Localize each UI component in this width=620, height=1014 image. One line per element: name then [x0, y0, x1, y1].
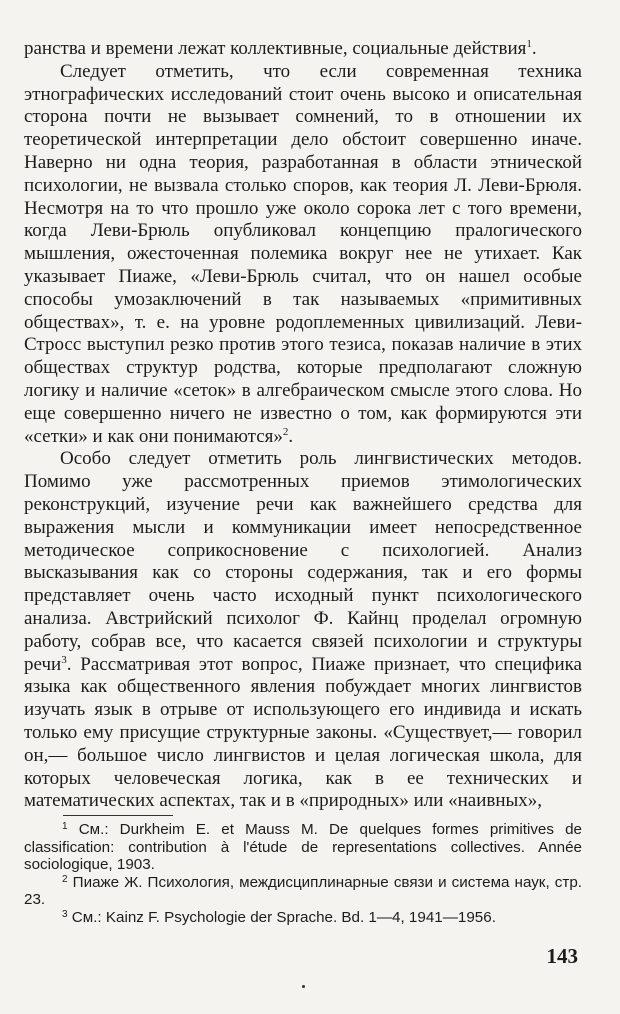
paragraph-tail: . Рассматривая этот вопрос, Пиаже признает, что специфика языка как общественного явления побуждает многих лингвистов изучать язык в отрыве от использующего его индивида и искать только ему присущие структурные законы. «Существует,— говорил он,— большое число лингвистов и целая логическая школа, для которых человеческая логика, как в ее технических и математических аспектах, так и в «природных» или «наивных»,: [24, 653, 582, 812]
footnote-ref-2[interactable]: 2: [282, 425, 289, 438]
footnote-divider: [63, 815, 173, 816]
footnote-text: Пиаже Ж. Психология, междисциплинарные связи и система наук, стр. 23.: [24, 873, 582, 909]
footnote-text: См.: Kainz F. Psychologie der Sprache. Bd. 1—4, 1941—1956.: [71, 908, 496, 926]
footnotes: [24, 821, 582, 927]
footnote-number: 1: [62, 821, 68, 832]
paragraph: [24, 61, 582, 449]
footnote-text: См.: Durkheim E. et Mauss M. De quelques formes primitives de classification: contribution à l'étude de representations collectives. Année sociologique, 1903.: [24, 821, 582, 874]
footnote: [24, 821, 582, 874]
print-speck: [302, 985, 305, 988]
paragraph-continuation: [24, 38, 582, 61]
page-body: [24, 38, 582, 813]
paragraph-text: Следует отметить, что если современная техника этнографических исследований стоит очень высоко и описательная сторона почти не вызывает сомнений, то в отношении их теоретической интерпретации дело обстоит совершенно иначе. Наверно ни одна теория, разработанная в области этнической психологии, не вызвала столько споров, как теория Л. Леви-Брюля. Несмотря на то что прошло уже около сорока лет с того времени, когда Леви-Брюль опубликовал концепцию пралогического мышления, ожесточенная полемика вокруг нее не утихает. Как указывает Пиаже, «Леви-Брюль считал, что он нашел особые способы умозаключений в так называемых «примитивных обществах», т. е. на уровне родоплеменных цивилизаций. Леви-Стросс выступил резко против этого тезиса, показав наличие в этих обществах структур родства, которые предполагают сложную логику и наличие «сеток» в алгебраическом смысле этого слова. Но еще совершенно ничего не известно о том, как формируются эти «сетки» и как они понимаются»: [24, 60, 582, 447]
paragraph-text: ранства и времени лежат коллективные, социальные действия: [24, 38, 527, 59]
paragraph-text: Особо следует отметить роль лингвистических методов. Помимо уже рассмотренных приемов этимологических реконструкций, изучение речи как важнейшего средства для выражения мысли и коммуникации имеет непосредственное методическое соприкосновение с психологией. Анализ высказывания как со стороны содержания, так и его формы представляет очень часто исходный пункт психологического анализа. Австрийский психолог Ф. Кайнц проделал огромную работу, собрав все, что касается связей психологии и структуры речи: [24, 448, 582, 675]
footnote-number: 3: [62, 908, 68, 920]
footnote: [24, 909, 582, 927]
paragraph-tail: .: [531, 38, 537, 59]
footnote: [24, 874, 582, 909]
footnote-ref-1[interactable]: 1: [526, 38, 532, 50]
paragraph-tail: .: [288, 425, 294, 447]
footnote-number: 2: [62, 873, 68, 885]
page-number: 143: [546, 944, 578, 968]
footnote-ref-3[interactable]: 3: [61, 653, 67, 666]
paragraph: [24, 448, 582, 813]
